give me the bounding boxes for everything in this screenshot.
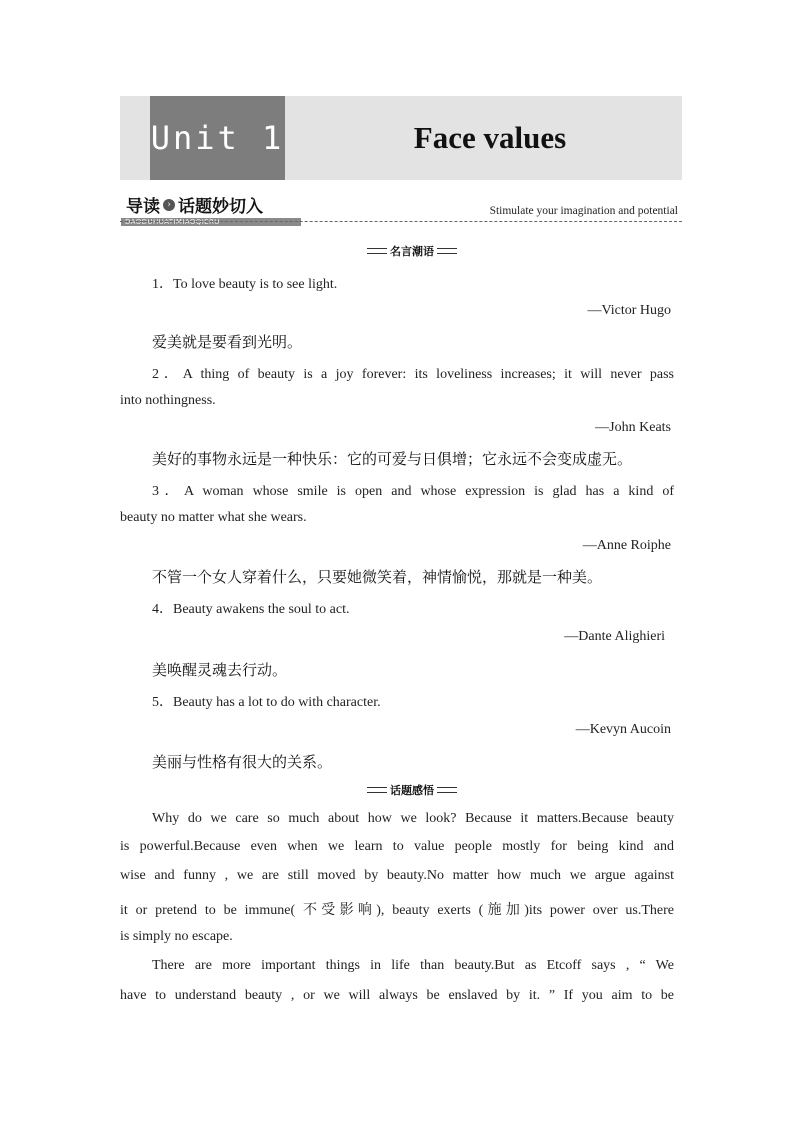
unit-number: Unit 1	[150, 119, 285, 157]
quote-4-translation: 美唤醒灵魂去行动。	[152, 661, 288, 679]
topic-section-label: 话题感悟	[367, 783, 457, 796]
quote-5-translation: 美丽与性格有很大的关系。	[152, 753, 333, 771]
quote-3-text-line-1: 3．A woman whose smile is open and whose expression is glad has a kind of	[152, 484, 674, 499]
guide-heading	[126, 192, 263, 217]
quotes-section-label: 名言潮语	[367, 244, 457, 257]
quote-5-text: 5．Beauty has a lot to do with character.	[152, 695, 381, 710]
quote-1-text: 1．To love beauty is to see light.	[152, 277, 338, 292]
para-1-line-1: Why do we care so much about how we look? Because it matters.Because beauty	[152, 811, 674, 826]
para-1-line-4: it or pretend to be immune( 不受影响), beauty exerts (施加)its power over us.There	[120, 903, 674, 918]
quote-2-author: —John Keats	[595, 420, 671, 435]
guide-pinyin: DAODUHUATIMIAOQIERU	[121, 218, 301, 226]
unit-title: Face values	[413, 120, 567, 155]
para-2-line-2: have to understand beauty , or we will always be enslaved by it. ” If you aim to be	[120, 988, 674, 1003]
chevron-right-icon: ›	[163, 199, 175, 211]
para-1-line-3: wise and funny , we are still moved by beauty.No matter how much we argue against	[120, 868, 674, 883]
quote-2-translation: 美好的事物永远是一种快乐：它的可爱与日俱增；它永远不会变成虚无。	[152, 450, 633, 468]
quote-2-text-line-2: into nothingness.	[120, 393, 216, 408]
quote-2-text-line-1: 2．A thing of beauty is a joy forever: its loveliness increases; it will never pass	[152, 367, 674, 382]
para-1-line-2: is powerful.Because even when we learn to value people mostly for being kind and	[120, 839, 674, 854]
quote-4-text: 4．Beauty awakens the soul to act.	[152, 602, 350, 617]
guide-label-b: 话题妙切入	[178, 197, 263, 217]
quote-3-text-line-2: beauty no matter what she wears.	[120, 510, 307, 525]
para-2-line-1: There are more important things in life than beauty.But as Etcoff says , “ We	[152, 958, 674, 973]
quote-1-author: —Victor Hugo	[587, 303, 671, 318]
quote-5-author: —Kevyn Aucoin	[575, 722, 671, 737]
quote-3-author: —Anne Roiphe	[582, 538, 671, 553]
unit-number-box	[150, 96, 285, 180]
quote-1-translation: 爱美就是要看到光明。	[152, 333, 303, 351]
guide-label-a: 导读	[126, 197, 160, 217]
quote-4-author: —Dante Alighieri	[564, 629, 665, 644]
quote-3-translation: 不管一个女人穿着什么，只要她微笑着，神情愉悦，那就是一种美。	[152, 568, 603, 586]
guide-slogan: Stimulate your imagination and potential	[489, 205, 678, 217]
para-1-line-5: is simply no escape.	[120, 929, 233, 944]
divider	[120, 221, 682, 222]
